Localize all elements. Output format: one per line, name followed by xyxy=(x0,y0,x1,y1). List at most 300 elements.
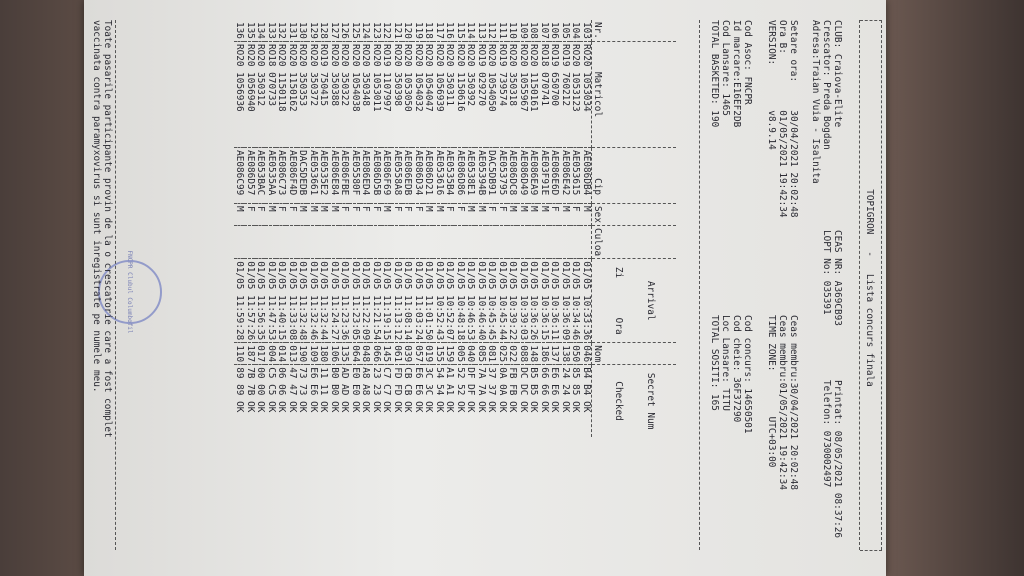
row-culoa xyxy=(318,225,329,258)
row-ora: 10:46:40 xyxy=(476,295,487,341)
row-sex: F xyxy=(549,204,560,226)
row-secret xyxy=(497,365,508,437)
row-chk: OK xyxy=(528,401,540,413)
row-s1: 52 xyxy=(455,367,466,379)
row-cip: AE086D86 xyxy=(455,148,466,204)
row-chk: OK xyxy=(339,401,351,413)
row-sex: F xyxy=(350,204,361,226)
row-sex: M xyxy=(308,204,319,226)
row-sex: M xyxy=(560,204,571,226)
row-nom: 017 xyxy=(255,343,266,365)
row-nom: 138 xyxy=(560,343,571,365)
row-s1: 23 xyxy=(371,367,382,379)
row-chk: OK xyxy=(444,401,456,413)
row-ora: 10:48:18 xyxy=(455,295,466,341)
row-ora: 11:56:35 xyxy=(255,295,267,341)
row-secret xyxy=(287,365,298,437)
row-matricol: RO19 029270 xyxy=(476,41,487,147)
row-matricol: RO20 1054047 xyxy=(423,41,434,147)
row-chk: OK xyxy=(507,401,519,413)
row-secret xyxy=(371,365,382,437)
row-cip: AE086EA9 xyxy=(528,148,539,204)
row-nr: 121 xyxy=(392,22,403,39)
row-nr: 116 xyxy=(444,22,456,39)
row-nom: 137 xyxy=(549,343,560,365)
row-matricol: RO20 350392 xyxy=(465,41,476,147)
row-matricol: RO19 750415 xyxy=(318,41,329,147)
row-nom: 040 xyxy=(465,343,476,365)
table-row xyxy=(539,20,550,437)
row-arrival xyxy=(287,259,298,343)
row-matricol: RO20 1056939 xyxy=(434,41,445,147)
row-culoa xyxy=(539,225,550,258)
row-s2: 3C xyxy=(423,384,435,396)
row-secret xyxy=(297,365,308,437)
col-secret xyxy=(592,365,677,437)
row-sex: M xyxy=(518,204,529,226)
row-ora: 10:52:43 xyxy=(434,295,445,341)
col-secret-label: Secret Num xyxy=(645,372,656,430)
loc-lansare-label: Loc Lansare: TITU xyxy=(720,315,731,411)
row-s1: 73 xyxy=(297,367,309,379)
row-chk: OK xyxy=(266,401,277,413)
row-secret xyxy=(423,365,434,437)
row-nom: 019 xyxy=(423,343,434,365)
row-zi: 01/05 xyxy=(444,261,456,290)
row-culoa xyxy=(360,225,371,258)
row-ora: 10:52:07 xyxy=(444,295,456,341)
row-zi: 01/05 xyxy=(465,261,477,290)
version-label: VERSION: v8.9.14 xyxy=(766,20,777,150)
row-secret xyxy=(350,365,361,437)
row-cip: AE0558A8 xyxy=(392,148,403,204)
row-arrival xyxy=(570,259,581,343)
row-sex: M xyxy=(539,204,550,226)
background-right xyxy=(880,0,1024,576)
row-ora: 11:21:54 xyxy=(371,295,382,341)
row-matricol: RO20 1056940 xyxy=(245,41,256,147)
row-culoa xyxy=(476,225,487,258)
ceas-membru-2: Ceas membru:01/05/2021 19:42:34 xyxy=(777,315,788,490)
row-secret xyxy=(255,365,266,437)
row-s1: A1 xyxy=(444,367,456,379)
row-s1: 11 xyxy=(318,367,330,379)
row-chk: OK xyxy=(276,401,288,413)
row-ora: 11:47:53 xyxy=(266,295,277,341)
row-nom: 046 xyxy=(581,343,592,365)
row-chk: OK xyxy=(308,401,319,413)
row-chk: OK xyxy=(581,401,592,413)
row-zi: 01/05 xyxy=(539,261,550,290)
row-ora: 10:36:15 xyxy=(539,295,550,341)
table-row xyxy=(413,20,424,437)
table-row xyxy=(465,20,476,437)
row-zi: 01/05 xyxy=(581,261,592,290)
row-secret xyxy=(339,365,350,437)
row-nom: 025 xyxy=(497,343,508,365)
row-matricol: RO20 350398 xyxy=(392,41,403,147)
row-matricol: RO20 350353 xyxy=(297,41,308,147)
row-nom: 155 xyxy=(434,343,445,365)
row-zi: 01/05 xyxy=(360,261,372,290)
row-arrival xyxy=(308,259,319,343)
table-row xyxy=(549,20,560,437)
row-s1: 06 xyxy=(276,367,288,379)
row-cip: AE053795 xyxy=(497,148,508,204)
row-nom: 106 xyxy=(329,343,340,365)
row-culoa xyxy=(392,225,403,258)
row-sex: F xyxy=(444,204,455,226)
row-arrival xyxy=(444,259,455,343)
total-sositi-label: TOTAL SOSITI: 165 xyxy=(709,315,720,411)
row-ora: 10:39:03 xyxy=(518,295,529,341)
row-sex: F xyxy=(255,204,266,226)
row-secret xyxy=(455,365,466,437)
row-cip: AE05580F xyxy=(350,148,361,204)
row-s2: 89 xyxy=(234,384,246,396)
telefon-label: Telefon: 0730002497 xyxy=(821,380,832,488)
table-header-row xyxy=(592,20,677,437)
row-arrival xyxy=(413,259,424,343)
row-zi: 01/05 xyxy=(245,261,256,290)
table-row xyxy=(329,20,340,437)
row-culoa xyxy=(570,225,581,258)
row-nom: 190 xyxy=(297,343,308,365)
row-ora: 11:08:14 xyxy=(402,295,414,341)
ceas-membru-1: Ceas membru:30/04/2021 20:02:48 xyxy=(788,315,799,490)
row-arrival xyxy=(518,259,529,343)
row-zi: 01/05 xyxy=(371,261,382,290)
row-matricol: RO20 1053050 xyxy=(402,41,413,147)
row-ora: 11:33:08 xyxy=(287,295,298,341)
row-zi: 01/05 xyxy=(549,261,561,290)
row-matricol: RO20 350372 xyxy=(308,41,319,147)
row-s1: FB xyxy=(507,367,519,379)
row-nr: 124 xyxy=(360,22,372,39)
table-row xyxy=(528,20,539,437)
row-s1: B4 xyxy=(581,367,592,379)
row-s1: DF xyxy=(465,367,477,379)
row-sex: M xyxy=(434,204,445,226)
row-s2: 23 xyxy=(371,384,382,396)
row-cip: AE086EDB xyxy=(402,148,413,204)
row-culoa xyxy=(549,225,560,258)
row-s2: 11 xyxy=(318,384,330,396)
row-zi: 01/05 xyxy=(402,261,414,290)
row-cip: AE05394B xyxy=(476,148,487,204)
row-culoa xyxy=(350,225,361,258)
row-nr: 114 xyxy=(465,22,477,39)
row-culoa xyxy=(381,225,392,258)
row-matricol: RO20 350388 xyxy=(329,41,340,147)
row-secret xyxy=(276,365,287,437)
row-nr: 127 xyxy=(329,22,340,39)
row-zi: 01/05 xyxy=(570,261,582,290)
col-nr: Nr. xyxy=(592,20,677,41)
cod-lansare-label: Cod Lansare: 1465 xyxy=(720,20,731,116)
row-s2: 37 xyxy=(486,384,498,396)
row-s1: E6 xyxy=(549,367,561,379)
printat-label: Printat: 08/05/2021 08:37:26 xyxy=(832,380,843,539)
table-row xyxy=(392,20,403,437)
row-nr: 135 xyxy=(245,22,256,39)
row-secret xyxy=(234,365,245,437)
lopt-no-label: LOPT No: 035391 xyxy=(821,230,832,315)
row-s1: 7A xyxy=(476,367,487,379)
row-nr: 105 xyxy=(560,22,571,39)
row-chk: OK xyxy=(371,401,382,413)
row-s1: B0 xyxy=(329,367,340,379)
row-chk: OK xyxy=(539,401,550,413)
row-ora: 10:45:45 xyxy=(486,295,498,341)
row-s1: FD xyxy=(392,367,403,379)
row-s2: 66 xyxy=(539,384,550,396)
row-s2: E6 xyxy=(549,384,561,396)
row-s2: 85 xyxy=(570,384,582,396)
row-nr: 119 xyxy=(413,22,424,39)
row-secret xyxy=(360,365,371,437)
row-cip: AE086C73 xyxy=(276,148,287,204)
row-arrival xyxy=(423,259,434,343)
row-s2: A1 xyxy=(444,384,456,396)
table-row xyxy=(308,20,319,437)
row-s2: DC xyxy=(518,384,529,396)
row-matricol: RO20 350311 xyxy=(444,41,455,147)
row-cip: AE086E6D xyxy=(549,148,560,204)
row-nom: 088 xyxy=(518,343,529,365)
setare-ora-label: Setare ora: 30/04/2021 20:02:48 xyxy=(788,20,799,218)
table-row xyxy=(266,20,277,437)
row-culoa xyxy=(560,225,571,258)
row-secret xyxy=(329,365,340,437)
row-matricol: RO20 1053123 xyxy=(570,41,581,147)
row-matricol: RO20 1054050 xyxy=(486,41,497,147)
row-matricol: RO20 350348 xyxy=(360,41,371,147)
row-zi: 01/05 xyxy=(266,261,277,290)
row-nom: 066 xyxy=(371,343,382,365)
row-ora: 11:03:24 xyxy=(413,295,424,341)
row-nom: 061 xyxy=(392,343,403,365)
row-cip: AE086D49 xyxy=(518,148,529,204)
row-cip: AE0538E1 xyxy=(465,148,476,204)
row-sex: F xyxy=(339,204,350,226)
row-sex: F xyxy=(497,204,508,226)
row-arrival xyxy=(560,259,571,343)
row-culoa xyxy=(413,225,424,258)
row-cip: AE0535AA xyxy=(266,148,277,204)
row-s1: 00 xyxy=(255,367,267,379)
row-s2: AD xyxy=(339,384,351,396)
row-s2: 7A xyxy=(476,384,487,396)
row-nr: 130 xyxy=(297,22,309,39)
row-arrival xyxy=(329,259,340,343)
row-chk: OK xyxy=(318,401,330,413)
row-s1: E6 xyxy=(413,367,424,379)
row-arrival xyxy=(507,259,518,343)
row-secret xyxy=(402,365,413,437)
row-arrival xyxy=(539,259,550,343)
row-nr: 111 xyxy=(497,22,508,39)
row-nr: 106 xyxy=(549,22,561,39)
row-s2: A8 xyxy=(360,384,372,396)
document-sheet xyxy=(84,0,886,576)
row-cip: AE086F4D xyxy=(287,148,298,204)
footer-statement-2: vaccinata contra paramyxovirus si sunt inregistrate pe numele meu. xyxy=(91,20,102,393)
table-row xyxy=(455,20,466,437)
row-sex: M xyxy=(381,204,392,226)
row-matricol: RO20 1150161 xyxy=(528,41,539,147)
row-chk: OK xyxy=(549,401,561,413)
row-cip: AE053BAC xyxy=(255,148,266,204)
table-row xyxy=(581,20,592,437)
row-matricol: RO20 1150162 xyxy=(287,41,298,147)
row-s2: 0A xyxy=(497,384,508,396)
row-s1: C7 xyxy=(381,367,393,379)
row-cip: AE086E42 xyxy=(560,148,571,204)
ceas-nr-label: CEAS NR: A369CB93 xyxy=(832,230,843,326)
row-ora: 10:34:46 xyxy=(570,295,582,341)
row-nr: 128 xyxy=(318,22,330,39)
row-nr: 117 xyxy=(434,22,445,39)
row-culoa xyxy=(287,225,298,258)
row-s2: 7B xyxy=(245,384,256,396)
id-marcare-label: Id marcare:E16EF2DB xyxy=(731,20,742,128)
row-zi: 01/05 xyxy=(507,261,519,290)
row-sex: M xyxy=(234,204,245,226)
table-row xyxy=(350,20,361,437)
row-s1: AD xyxy=(339,367,351,379)
row-matricol: RO18 070741 xyxy=(539,41,550,147)
row-secret xyxy=(318,365,329,437)
row-nom: 186 xyxy=(539,343,550,365)
row-chk: OK xyxy=(255,401,267,413)
row-chk: OK xyxy=(360,401,372,413)
table-row xyxy=(423,20,434,437)
row-nr: 133 xyxy=(266,22,277,39)
row-s1: E6 xyxy=(308,367,319,379)
row-arrival xyxy=(297,259,308,343)
row-s2: E6 xyxy=(308,384,319,396)
row-arrival xyxy=(381,259,392,343)
row-sex: F xyxy=(245,204,256,226)
row-secret xyxy=(266,365,277,437)
row-s2: FB xyxy=(507,384,519,396)
row-zi: 01/05 xyxy=(518,261,529,290)
row-matricol: RO20 1055967 xyxy=(518,41,529,147)
row-nr: 136 xyxy=(234,22,246,39)
row-s2: 54 xyxy=(434,384,445,396)
row-arrival xyxy=(339,259,350,343)
row-s2: 06 xyxy=(276,384,288,396)
row-nom: 014 xyxy=(276,343,287,365)
row-s1: E0 xyxy=(350,367,361,379)
row-s1: 85 xyxy=(570,367,582,379)
row-arrival xyxy=(581,259,592,343)
row-culoa xyxy=(581,225,592,258)
row-matricol: RO20 1150118 xyxy=(276,41,287,147)
row-zi: 01/05 xyxy=(528,261,540,290)
row-ora: 11:32:46 xyxy=(308,295,319,341)
table-row xyxy=(276,20,287,437)
row-nr: 125 xyxy=(350,22,361,39)
row-cip: AE0535E2 xyxy=(318,148,329,204)
row-nr: 129 xyxy=(308,22,319,39)
row-secret xyxy=(434,365,445,437)
row-sex: M xyxy=(297,204,308,226)
row-nom: 064 xyxy=(350,343,361,365)
row-sex: F xyxy=(402,204,413,226)
row-nom: 050 xyxy=(570,343,581,365)
row-culoa xyxy=(276,225,287,258)
row-culoa xyxy=(266,225,277,258)
row-s2: FD xyxy=(392,384,403,396)
row-s1: A8 xyxy=(360,367,372,379)
row-zi: 01/05 xyxy=(497,261,508,290)
row-cip: AE086ED4 xyxy=(360,148,371,204)
row-culoa xyxy=(339,225,350,258)
row-s1: 0A xyxy=(497,367,508,379)
row-culoa xyxy=(455,225,466,258)
row-arrival xyxy=(497,259,508,343)
row-nr: 115 xyxy=(455,22,466,39)
row-s2: 00 xyxy=(255,384,267,396)
row-arrival xyxy=(234,259,245,343)
row-arrival xyxy=(465,259,476,343)
row-nr: 110 xyxy=(507,22,519,39)
row-nr: 118 xyxy=(423,22,435,39)
table-row xyxy=(507,20,518,437)
row-zi: 01/05 xyxy=(413,261,424,290)
footer-statement-1: Toate pasarile participante provin de la o crescatorie care a fost complet xyxy=(102,20,113,438)
row-zi: 01/05 xyxy=(234,261,246,290)
row-nom: 180 xyxy=(318,343,329,365)
row-cip: AE086D5B xyxy=(371,148,382,204)
row-s1: 89 xyxy=(234,367,246,379)
row-cip: AE086D57 xyxy=(245,148,256,204)
row-matricol: RO20 1150616 xyxy=(455,41,466,147)
row-s1: 7B xyxy=(245,367,256,379)
row-nom: 005 xyxy=(455,343,466,365)
row-sex: F xyxy=(287,204,298,226)
row-ora: 11:23:05 xyxy=(350,295,361,341)
row-culoa xyxy=(507,225,518,258)
row-nom: 048 xyxy=(360,343,371,365)
row-zi: 01/05 xyxy=(476,261,487,290)
row-chk: OK xyxy=(245,401,256,413)
row-nom: 085 xyxy=(476,343,487,365)
col-nom: Nom xyxy=(592,343,677,365)
row-ora: 10:36:09 xyxy=(560,295,571,341)
row-sex: M xyxy=(476,204,487,226)
row-zi: 01/05 xyxy=(423,261,435,290)
row-arrival xyxy=(392,259,403,343)
row-zi: 01/05 xyxy=(392,261,403,290)
row-ora: 11:23:36 xyxy=(339,295,351,341)
row-s2: C5 xyxy=(266,384,277,396)
row-s1: 47 xyxy=(287,367,298,379)
row-nom: 004 xyxy=(266,343,277,365)
row-nom: 187 xyxy=(245,343,256,365)
row-matricol: RO20 1054032 xyxy=(413,41,424,147)
row-arrival xyxy=(318,259,329,343)
row-ora: 10:36:26 xyxy=(528,295,540,341)
row-secret xyxy=(245,365,256,437)
row-chk: OK xyxy=(434,401,445,413)
row-secret xyxy=(560,365,571,437)
row-s1: 37 xyxy=(486,367,498,379)
table-row xyxy=(234,20,245,437)
row-nom: 145 xyxy=(381,343,392,365)
